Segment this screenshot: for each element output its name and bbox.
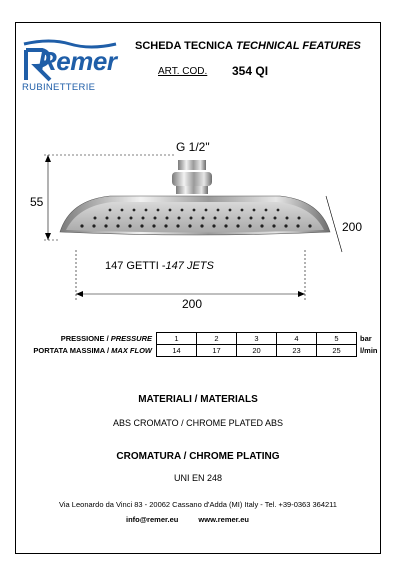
connection-label: G 1/2" <box>176 140 210 154</box>
web-link[interactable]: www.remer.eu <box>198 515 249 524</box>
table-cell: 20 <box>237 345 277 357</box>
art-code-value: 354 QI <box>232 64 269 78</box>
table-cell: 5 <box>317 333 357 345</box>
unit-label: bar <box>360 334 372 343</box>
table-cell: 14 <box>157 345 197 357</box>
unit-label: l/min <box>360 346 378 355</box>
plating-title: CROMATURA / CHROME PLATING <box>116 451 280 462</box>
title-italian: SCHEDA TECNICA <box>135 40 233 52</box>
table-cell: 17 <box>197 345 237 357</box>
logo-wordmark: Remer <box>38 46 117 76</box>
table-cell: 3 <box>237 333 277 345</box>
row-label: PRESSIONE / PRESSURE <box>60 334 152 343</box>
logo-subtitle: RUBINETTERIE <box>22 82 96 93</box>
spec-table <box>20 332 380 357</box>
company-address: Via Leonardo da Vinci 83 - 20062 Cassano d'Adda (MI) Italy - Tel. +39-0363 364211 <box>59 500 337 509</box>
table-cell: 23 <box>277 345 317 357</box>
email-link[interactable]: info@remer.eu <box>126 515 179 524</box>
depth-dimension: 200 <box>342 220 363 234</box>
table-cell: 25 <box>317 345 357 357</box>
contact-line <box>126 515 267 524</box>
title-english: TECHNICAL FEATURES <box>236 40 361 52</box>
art-code-label: ART. COD. <box>158 66 208 77</box>
table-row <box>20 333 380 345</box>
row-label: PORTATA MASSIMA / MAX FLOW <box>33 346 152 355</box>
jets-label: 147 GETTI -147 JETS <box>105 260 214 272</box>
table-cell: 1 <box>157 333 197 345</box>
table-cell: 2 <box>197 333 237 345</box>
table-row <box>20 345 380 357</box>
materials-text: ABS CROMATO / CHROME PLATED ABS <box>112 418 284 428</box>
materials-title: MATERIALI / MATERIALS <box>138 394 258 405</box>
table-cell: 4 <box>277 333 317 345</box>
width-dimension: 200 <box>182 297 203 311</box>
height-dimension: 55 <box>30 195 44 209</box>
plating-text: UNI EN 248 <box>173 473 223 483</box>
